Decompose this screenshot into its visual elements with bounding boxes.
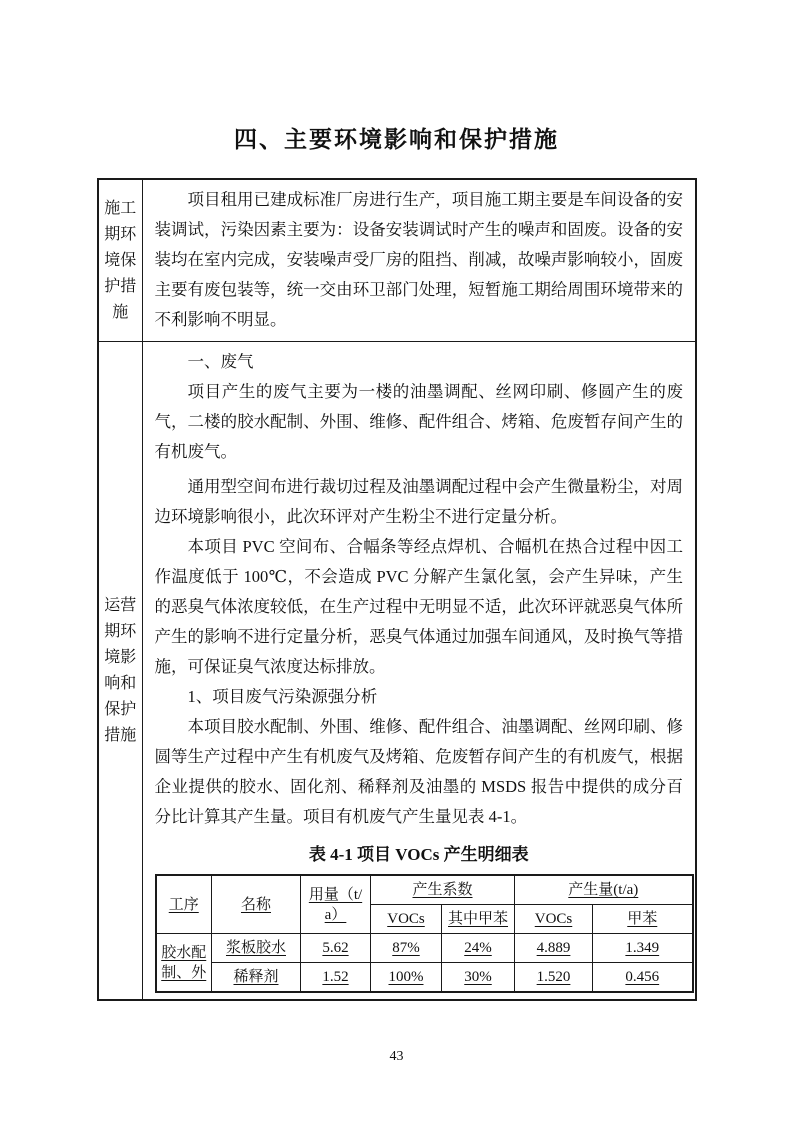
- operation-paragraph-2: 通用型空间布进行裁切过程及油墨调配过程中会产生微量粉尘，对周边环境影响很小，此次环评对产生粉尘不进行定量分析。: [154, 477, 683, 526]
- header-usage: 用量（t/a）: [301, 875, 371, 934]
- cell-usage: 1.52: [301, 963, 371, 993]
- source-analysis-heading: 1、项目废气污染源强分析: [187, 687, 378, 706]
- header-amount-vocs: VOCs: [515, 905, 593, 934]
- header-process: 工序: [156, 875, 212, 934]
- cell-usage: 5.62: [301, 934, 371, 963]
- cell-coef-vocs: 87%: [371, 934, 442, 963]
- vocs-detail-table: [155, 874, 694, 993]
- cell-coef-toluene: 24%: [442, 934, 515, 963]
- page-number: 43: [389, 1049, 404, 1064]
- construction-period-row: [98, 179, 696, 342]
- header-name: 名称: [212, 875, 301, 934]
- cell-amount-toluene: 0.456: [593, 963, 693, 993]
- cell-coef-toluene: 30%: [442, 963, 515, 993]
- cell-process-group: 胶水配制、外: [156, 934, 212, 993]
- header-generation-amount: 产生量(t/a): [515, 875, 693, 905]
- operation-period-content: [142, 342, 696, 1001]
- vocs-table-title: 表 4-1 项目 VOCs 产生明细表: [308, 845, 529, 864]
- cell-amount-toluene: 1.349: [593, 934, 693, 963]
- vocs-data-row-2: [156, 963, 693, 993]
- main-measures-table: [97, 178, 697, 1001]
- cell-name: 稀释剂: [212, 963, 301, 993]
- operation-paragraph-3: 本项目 PVC 空间布、合幅条等经点焊机、合幅机在热合过程中因工作温度低于 100℃，不会造成 PVC 分解产生氯化氢，会产生异味，产生的恶臭气体浓度较低，在生产过程中无明显不适，此次环评就恶臭气体所产生的影响不进行定量分析，恶臭气体通过加强车间通风，及时换气等措施，可保证臭气浓度达标排放。: [154, 537, 683, 676]
- vocs-data-row-1: [156, 934, 693, 963]
- construction-paragraph: 项目租用已建成标准厂房进行生产，项目施工期主要是车间设备的安装调试，污染因素主要为：设备安装调试时产生的噪声和固废。设备的安装均在室内完成，安装噪声受厂房的阻挡、削减，故噪声影响较小，固废主要有废包装等，统一交由环卫部门处理，短暂施工期给周围环境带来的不利影响不明显。: [154, 190, 683, 329]
- header-coef-vocs: VOCs: [371, 905, 442, 934]
- header-generation-coefficient: 产生系数: [371, 875, 515, 905]
- operation-paragraph-4: 本项目胶水配制、外围、维修、配件组合、油墨调配、丝网印刷、修圆等生产过程中产生有机废气及烤箱、危废暂存间产生的有机废气，根据企业提供的胶水、固化剂、稀释剂及油墨的 MSDS 报告中提供的成分百分比计算其产生量。项目有机废气产生量见表 4-1。: [154, 717, 683, 826]
- vocs-header-row-1: [156, 875, 693, 905]
- operation-paragraph-1: 项目产生的废气主要为一楼的油墨调配、丝网印刷、修圆产生的废气，二楼的胶水配制、外围、维修、配件组合、烤箱、危废暂存间产生的有机废气。: [154, 382, 683, 461]
- header-coef-toluene: 其中甲苯: [442, 905, 515, 934]
- operation-period-row: [98, 342, 696, 1001]
- header-amount-toluene: 甲苯: [593, 905, 693, 934]
- cell-amount-vocs: 1.520: [515, 963, 593, 993]
- construction-period-label: 施工期环境保护措施: [98, 179, 142, 342]
- cell-amount-vocs: 4.889: [515, 934, 593, 963]
- cell-name: 浆板胶水: [212, 934, 301, 963]
- operation-period-label: 运营期环境影响和保护措施: [98, 342, 142, 1001]
- document-title: 四、主要环境影响和保护措施: [234, 127, 559, 152]
- construction-period-content: [142, 179, 696, 342]
- cell-coef-vocs: 100%: [371, 963, 442, 993]
- waste-gas-heading: 一、废气: [187, 352, 254, 371]
